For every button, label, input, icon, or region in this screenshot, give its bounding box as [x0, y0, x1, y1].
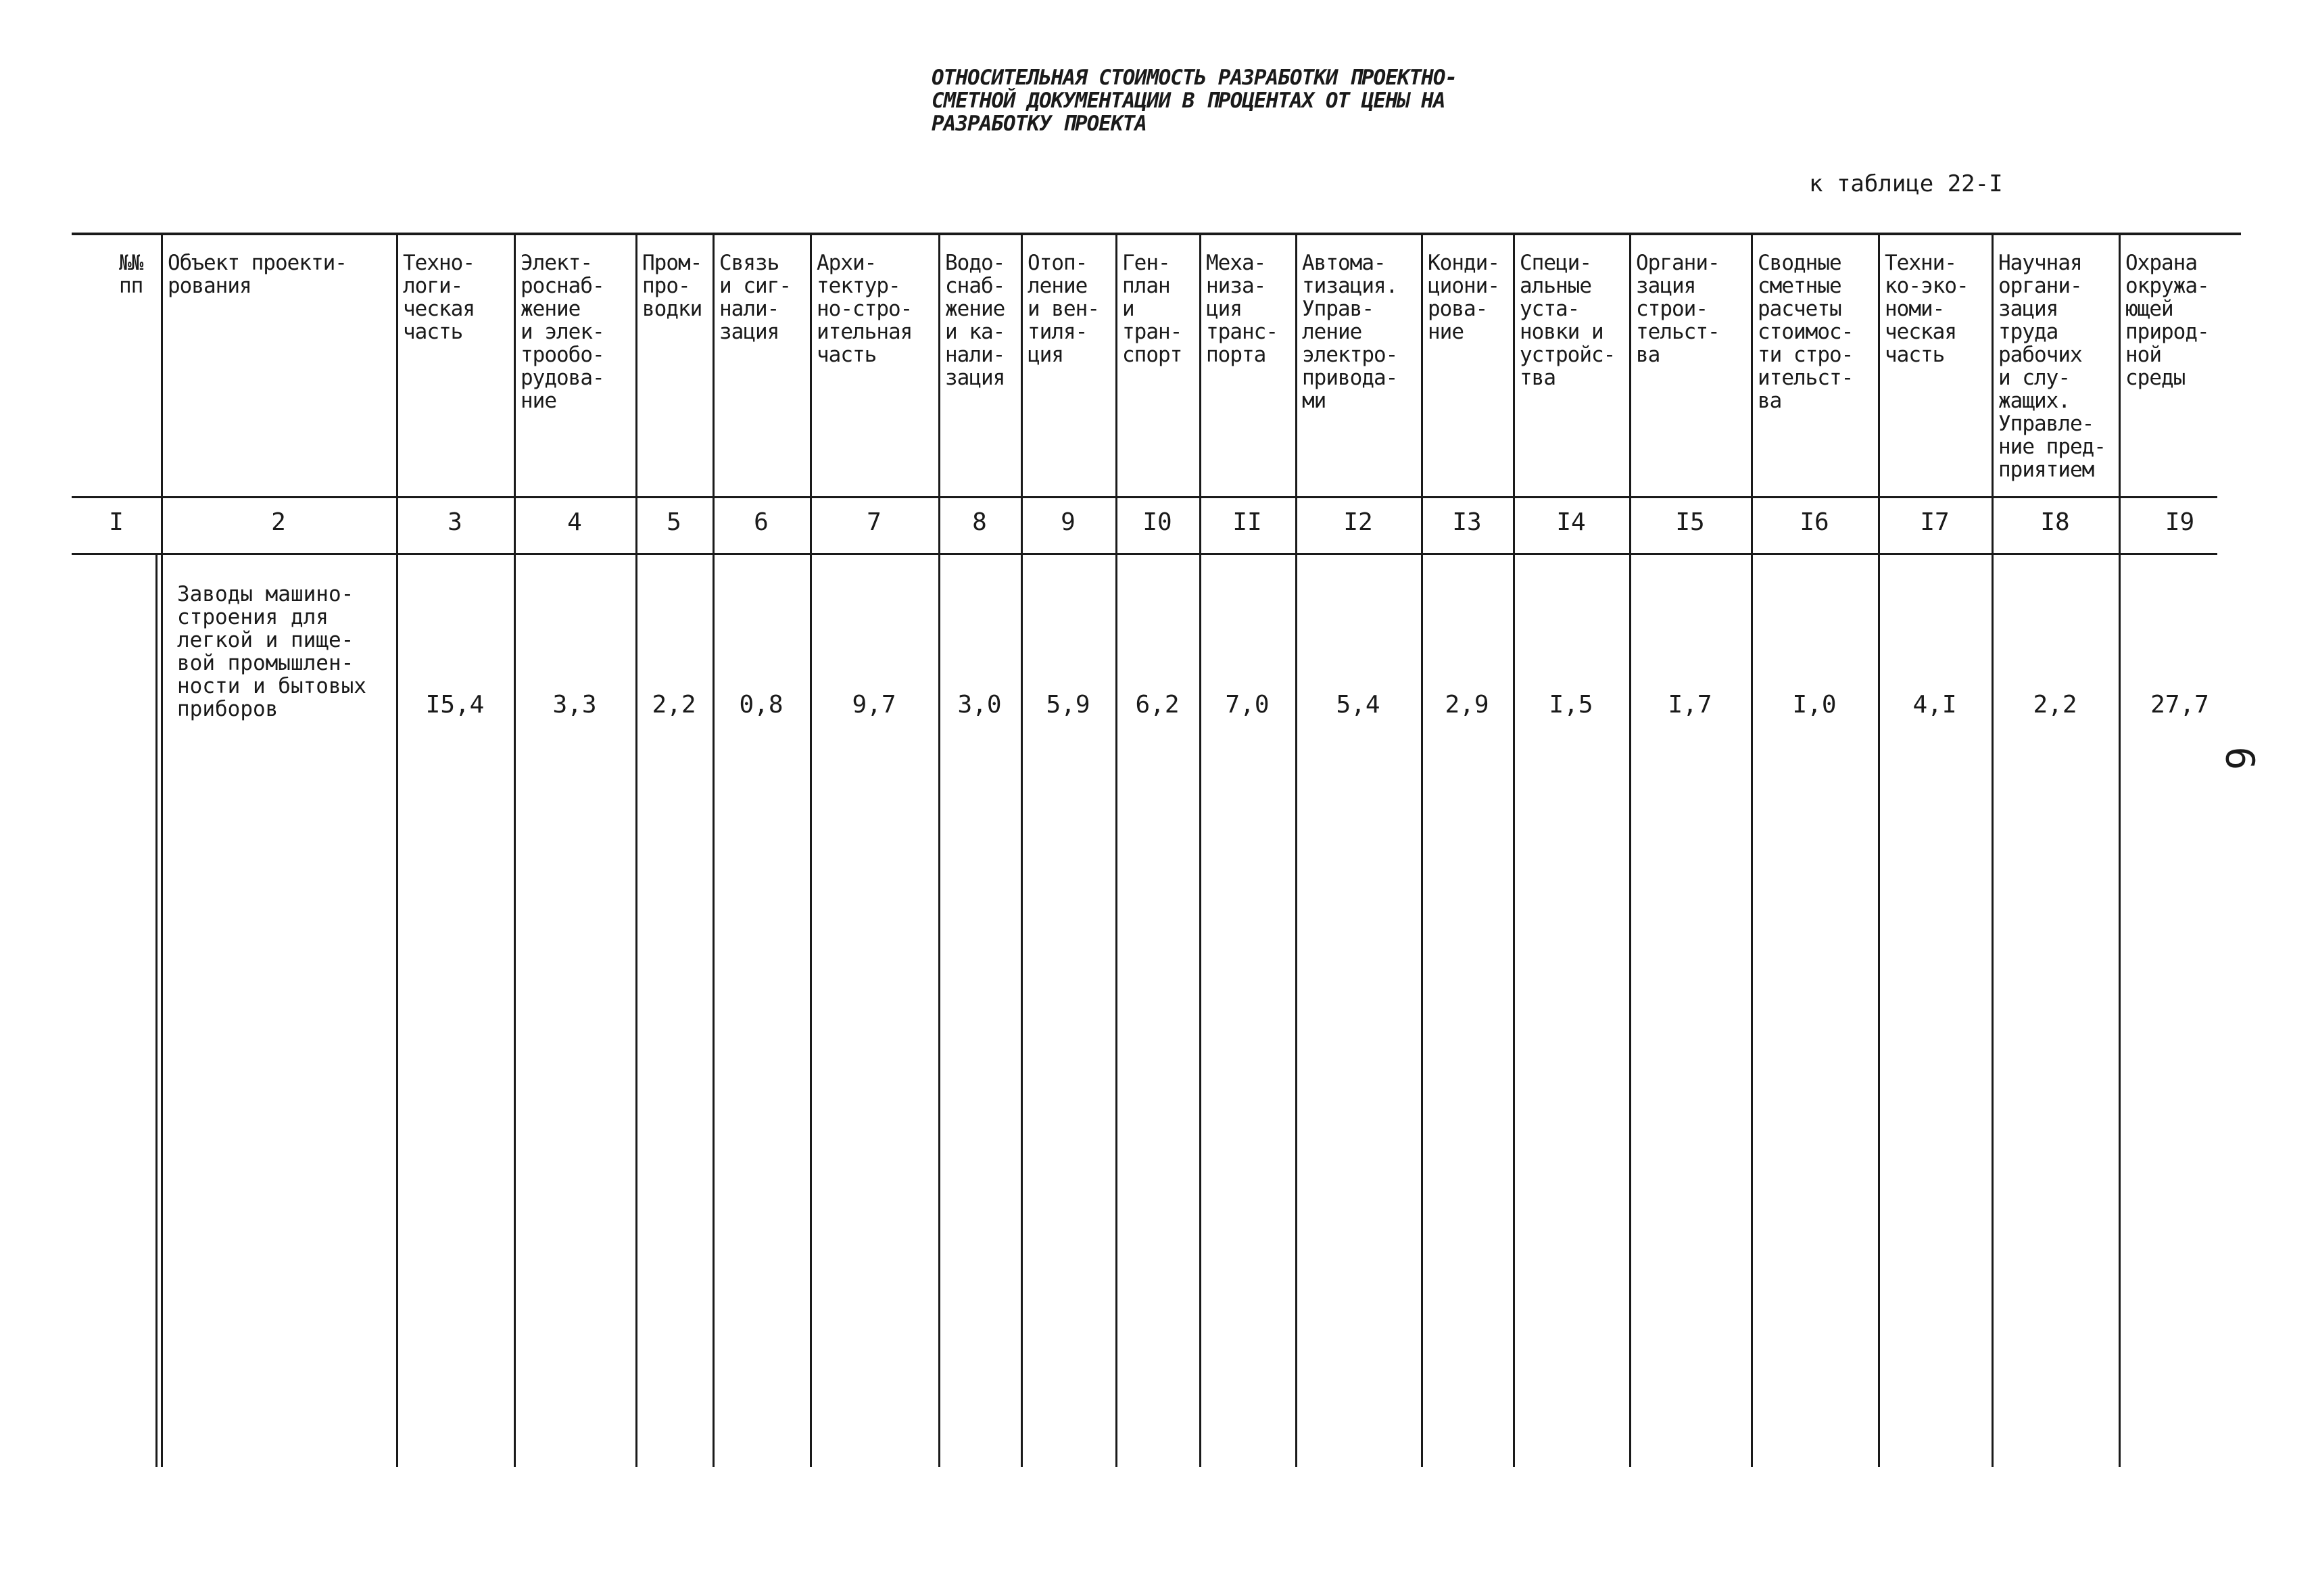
- column-header-line: роснаб-: [521, 274, 604, 298]
- column-header-line: часть: [1885, 343, 1945, 367]
- column-header-line: водки: [642, 297, 702, 321]
- column-header: [1028, 251, 1099, 366]
- column-header: [1636, 251, 1720, 366]
- column-header-line: и вен-: [1028, 297, 1099, 321]
- column-header-line: жение: [945, 297, 1005, 321]
- column-number: II: [1232, 508, 1262, 536]
- column-header-line: среды: [2125, 366, 2186, 390]
- column-header: [1122, 251, 1182, 366]
- value-cell: 0,8: [739, 691, 783, 719]
- column-header-line: Отоп-: [1028, 251, 1088, 275]
- column-header-line: Связь: [719, 251, 779, 275]
- column-header-line: труда: [1998, 320, 2058, 344]
- column-header-line: Охрана: [2125, 251, 2197, 275]
- column-header-line: Автома-: [1302, 251, 1386, 275]
- column-header-line: ческая: [1885, 320, 1956, 344]
- column-header-line: ва: [1758, 389, 1782, 413]
- value-cell: 27,7: [2150, 691, 2209, 719]
- column-header-line: ция: [1206, 297, 1242, 321]
- title-line: ОТНОСИТЕЛЬНАЯ СТОИМОСТЬ РАЗРАБОТКИ ПРОЕКТНО-: [932, 66, 1457, 90]
- column-number: I5: [1675, 508, 1705, 536]
- column-header: [119, 251, 143, 297]
- column-number: 3: [448, 508, 462, 536]
- column-header-line: ми: [1302, 389, 1326, 413]
- column-number: 8: [972, 508, 987, 536]
- column-header-line: электро-: [1302, 343, 1398, 367]
- column-header-line: зация: [1998, 297, 2058, 321]
- column-header-line: часть: [403, 320, 463, 344]
- object-name-line: строения для: [177, 605, 329, 629]
- value-cell: 4,I: [1912, 691, 1957, 719]
- column-header-line: и слу-: [1998, 366, 2070, 390]
- column-header-line: Меха-: [1206, 251, 1266, 275]
- column-header-line: окружа-: [2125, 274, 2209, 298]
- title-line: СМЕТНОЙ ДОКУМЕНТАЦИИ В ПРОЦЕНТАХ ОТ ЦЕНЫ НА: [932, 89, 1445, 113]
- column-header-line: Специ-: [1520, 251, 1591, 275]
- column-divider: [514, 233, 516, 1467]
- column-divider: [713, 233, 715, 1467]
- value-cell: 5,4: [1336, 691, 1380, 719]
- column-number: 5: [667, 508, 681, 536]
- value-cell: 7,0: [1225, 691, 1270, 719]
- column-header-line: Сводные: [1758, 251, 1841, 275]
- column-header-line: нали-: [719, 297, 779, 321]
- column-header-line: рудова-: [521, 366, 604, 390]
- value-cell: 2,9: [1445, 691, 1489, 719]
- column-number: I0: [1142, 508, 1172, 536]
- column-divider: [1751, 233, 1753, 1467]
- column-header-line: снаб-: [945, 274, 1005, 298]
- value-cell: I,5: [1549, 691, 1593, 719]
- column-header-line: тва: [1520, 366, 1555, 390]
- column-header-line: рова-: [1428, 297, 1488, 321]
- column-header-line: ление: [1028, 274, 1088, 298]
- column-number: I: [109, 508, 124, 536]
- column-header: [1758, 251, 1853, 412]
- column-header-line: Управ-: [1302, 297, 1374, 321]
- column-header-line: устройс-: [1520, 343, 1616, 367]
- table-reference: к таблице 22-I: [1809, 170, 2003, 197]
- column-header-line: номи-: [1885, 297, 1945, 321]
- column-header-line: порта: [1206, 343, 1266, 367]
- column-header: [642, 251, 702, 320]
- document-title: [932, 66, 1608, 135]
- column-header-line: но-стро-: [817, 297, 913, 321]
- column-divider: [635, 233, 637, 1467]
- column-number: 4: [567, 508, 582, 536]
- column-header-line: тектур-: [817, 274, 900, 298]
- column-header: [1998, 251, 2106, 481]
- column-divider: [1421, 233, 1423, 1467]
- column-number: I3: [1452, 508, 1482, 536]
- column-header: [1302, 251, 1397, 412]
- column-divider: [1115, 233, 1117, 1467]
- column-header-line: ние: [521, 389, 556, 413]
- column-divider: [1629, 233, 1631, 1467]
- column-header-line: и сиг-: [719, 274, 791, 298]
- column-header-line: зация: [719, 320, 779, 344]
- value-cell: 5,9: [1046, 691, 1090, 719]
- column-header-line: Объект проекти-: [168, 251, 347, 275]
- number-row-bottom-rule: [72, 553, 2217, 555]
- object-name-line: вой промышлен-: [177, 651, 354, 675]
- column-header-line: строи-: [1636, 297, 1708, 321]
- column-header-line: зация: [1636, 274, 1696, 298]
- column-header-line: спорт: [1122, 343, 1182, 367]
- column-number: 2: [271, 508, 286, 536]
- column-header-line: рования: [168, 274, 251, 298]
- column-header-line: Техни-: [1885, 251, 1956, 275]
- column-header-line: Органи-: [1636, 251, 1720, 275]
- column-header-line: сметные: [1758, 274, 1841, 298]
- column-header: [403, 251, 475, 343]
- column-divider: [1878, 233, 1880, 1467]
- column-number: 6: [754, 508, 769, 536]
- column-divider: [1295, 233, 1297, 1467]
- value-cell: 6,2: [1135, 691, 1180, 719]
- column-header-line: рабочих: [1998, 343, 2082, 367]
- value-cell: 3,0: [957, 691, 1002, 719]
- column-header-line: жение: [521, 297, 581, 321]
- column-header: [168, 251, 347, 297]
- column-divider: [396, 233, 398, 1467]
- column-number: 7: [867, 508, 882, 536]
- column-divider: [1021, 233, 1023, 1467]
- column-header-line: ительная: [817, 320, 913, 344]
- column-header-line: зация: [945, 366, 1005, 390]
- column-header-line: тран-: [1122, 320, 1182, 344]
- object-name-line: ности и бытовых: [177, 674, 366, 698]
- object-name-line: легкой и пище-: [177, 628, 354, 652]
- column-header-line: ко-эко-: [1885, 274, 1969, 298]
- value-cell: I,7: [1668, 691, 1712, 719]
- column-header-line: Архи-: [817, 251, 877, 275]
- column-header: [521, 251, 604, 412]
- column-header-line: план: [1122, 274, 1170, 298]
- column-header-line: пп: [119, 274, 143, 298]
- object-name-line: приборов: [177, 697, 279, 721]
- column-number: 9: [1061, 508, 1076, 536]
- column-header-line: Элект-: [521, 251, 592, 275]
- column-header-line: привода-: [1302, 366, 1398, 390]
- column-header: [1885, 251, 1969, 366]
- column-header-line: и ка-: [945, 320, 1005, 344]
- column-header-line: расчеты: [1758, 297, 1841, 321]
- value-cell: 3,3: [552, 691, 597, 719]
- column-header-line: приятием: [1998, 458, 2094, 482]
- column-divider: [1199, 233, 1201, 1467]
- column-header-line: альные: [1520, 274, 1591, 298]
- object-name-line: Заводы машино-: [177, 582, 354, 606]
- column-header-line: часть: [817, 343, 877, 367]
- column-header-line: транс-: [1206, 320, 1278, 344]
- value-cell: I,0: [1792, 691, 1837, 719]
- value-cell: 9,7: [852, 691, 896, 719]
- column-header-line: ление: [1302, 320, 1362, 344]
- table-left-border: [155, 553, 158, 1467]
- column-header-line: тиля-: [1028, 320, 1088, 344]
- column-number: I4: [1556, 508, 1586, 536]
- column-header-line: органи-: [1998, 274, 2082, 298]
- column-header-line: циони-: [1428, 274, 1499, 298]
- column-header-line: тизация.: [1302, 274, 1398, 298]
- column-header: [2125, 251, 2209, 389]
- column-header-line: жащих.: [1998, 389, 2070, 413]
- column-divider: [810, 233, 812, 1467]
- column-header-line: ительст-: [1758, 366, 1854, 390]
- column-header-line: уста-: [1520, 297, 1580, 321]
- value-cell: 2,2: [2033, 691, 2077, 719]
- column-header-line: и: [1122, 297, 1134, 321]
- column-header: [945, 251, 1005, 389]
- column-header-line: тельст-: [1636, 320, 1720, 344]
- column-divider: [2119, 233, 2121, 1467]
- column-number: I7: [1920, 508, 1950, 536]
- column-number: I8: [2040, 508, 2070, 536]
- column-header-line: ция: [1028, 343, 1063, 367]
- column-divider: [1992, 233, 1994, 1467]
- column-header-line: природ-: [2125, 320, 2209, 344]
- page-number: 6: [2217, 746, 2263, 771]
- column-header-line: ющей: [2125, 297, 2173, 321]
- column-number: I2: [1343, 508, 1373, 536]
- column-header-line: трообо-: [521, 343, 604, 367]
- column-header-line: Управле-: [1998, 412, 2094, 436]
- column-header-line: Ген-: [1122, 251, 1170, 275]
- value-cell: I5,4: [425, 691, 485, 719]
- column-header: [1428, 251, 1499, 343]
- column-header-line: Водо-: [945, 251, 1005, 275]
- column-header-line: ние: [1428, 320, 1464, 344]
- column-header-line: логи-: [403, 274, 463, 298]
- object-name: [177, 583, 366, 721]
- column-header-line: ческая: [403, 297, 475, 321]
- column-header-line: Пром-: [642, 251, 702, 275]
- column-header-line: ти стро-: [1758, 343, 1854, 367]
- column-header: [1206, 251, 1278, 366]
- column-header-line: ва: [1636, 343, 1660, 367]
- column-header-line: новки и: [1520, 320, 1603, 344]
- column-header: [719, 251, 791, 343]
- value-cell: 2,2: [652, 691, 696, 719]
- column-header-line: Конди-: [1428, 251, 1499, 275]
- column-header-line: и элек-: [521, 320, 604, 344]
- column-header-line: стоимос-: [1758, 320, 1854, 344]
- column-header-line: ной: [2125, 343, 2161, 367]
- column-header-line: ние пред-: [1998, 435, 2106, 459]
- column-header-line: №№: [119, 251, 143, 275]
- column-header-line: Техно-: [403, 251, 475, 275]
- title-line: РАЗРАБОТКУ ПРОЕКТА: [932, 112, 1147, 136]
- column-header: [817, 251, 912, 366]
- column-header-line: низа-: [1206, 274, 1266, 298]
- column-number: I6: [1800, 508, 1829, 536]
- column-divider: [161, 233, 163, 1467]
- header-bottom-rule: [72, 496, 2217, 498]
- column-divider: [938, 233, 940, 1467]
- column-header-line: про-: [642, 274, 690, 298]
- column-divider: [1513, 233, 1515, 1467]
- column-header-line: Научная: [1998, 251, 2082, 275]
- column-header: [1520, 251, 1615, 389]
- column-number: I9: [2165, 508, 2195, 536]
- column-header-line: нали-: [945, 343, 1005, 367]
